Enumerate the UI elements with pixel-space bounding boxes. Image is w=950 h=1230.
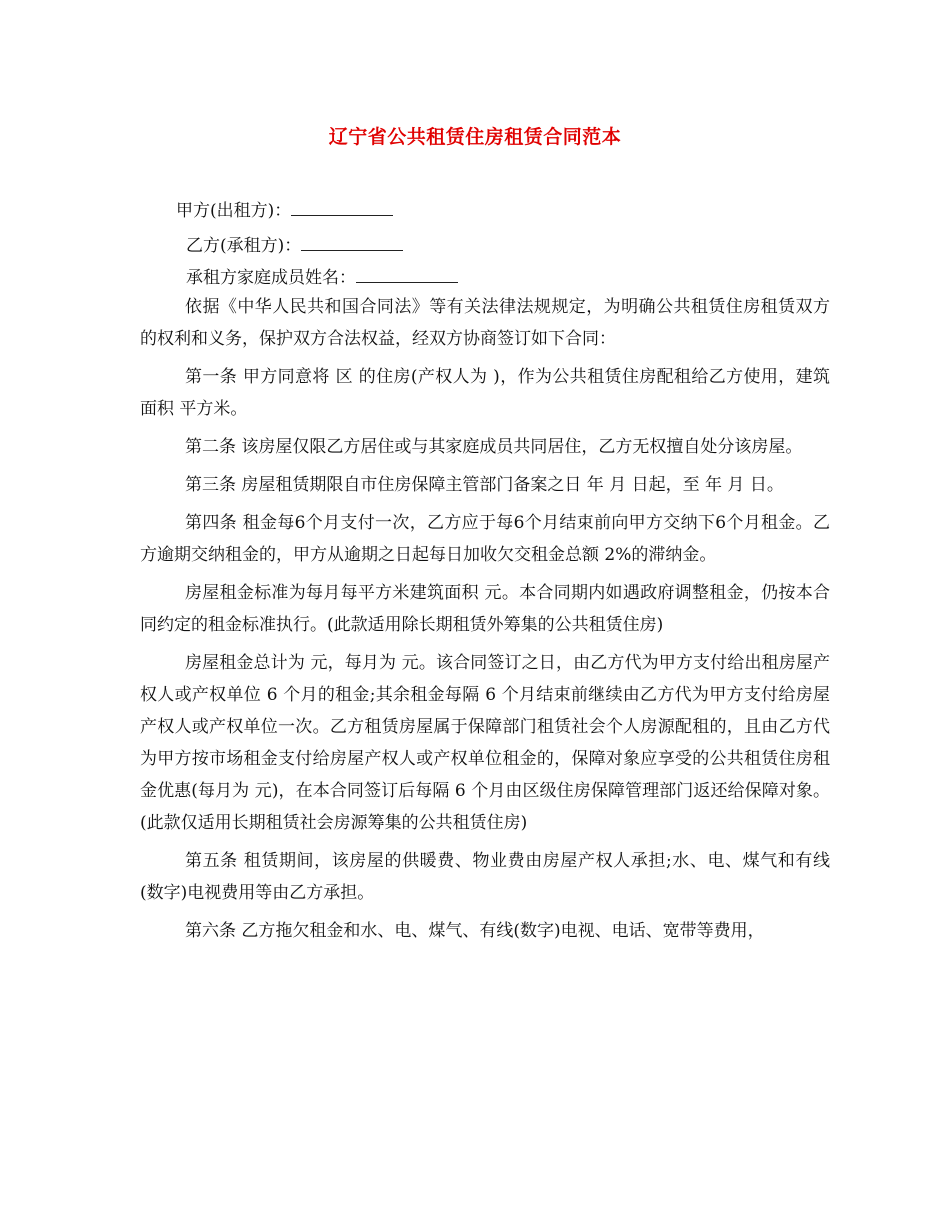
paragraph-article-3: 第三条 房屋租赁期限自市住房保障主管部门备案之日 年 月 日起，至 年 月 日。 xyxy=(185,475,784,495)
paragraph-article-1: 第一条 甲方同意将 区 的住房(产权人为 )，作为公共租赁住房配租给乙方使用，建筑面积 平方米。 xyxy=(140,367,830,419)
paragraph-rent-total: 房屋租金总计为 元，每月为 元。该合同签订之日，由乙方代为甲方支付给出租房屋产权人或产权单位 6 个月的租金;其余租金每隔 6 个月结束前继续由乙方代为甲方支付给房屋产权人或产权单位一次。乙方租赁房屋属于保障部门租赁社会个人房源配租的，且由乙方代为甲方按市场租金支付给房屋产权人或产权单位租金的，保障对象应享受的公共租赁住房租金优惠(每月为 元)，在本合同签订后每隔 6 个月由区级住房保障管理部门返还给保障对象。(此款仅适用长期租赁社会房源筹集的公共租赁住房) xyxy=(140,653,830,833)
family-members-label: 承租方家庭成员姓名： xyxy=(186,268,356,288)
paragraph-article-5: 第五条 租赁期间，该房屋的供暖费、物业费由房屋产权人承担;水、电、煤气和有线(数字)电视费用等由乙方承担。 xyxy=(140,851,830,903)
paragraph-article-6: 第六条 乙方拖欠租金和水、电、煤气、有线(数字)电视、电话、宽带等费用， xyxy=(185,921,765,941)
paragraph-preamble: 依据《中华人民共和国合同法》等有关法律法规规定，为明确公共租赁住房租赁双方的权利和义务，保护双方合法权益，经双方协商签订如下合同： xyxy=(140,297,830,349)
lessee-blank xyxy=(301,236,403,251)
lessee-field xyxy=(186,231,403,256)
paragraph-article-2: 第二条 该房屋仅限乙方居住或与其家庭成员共同居住，乙方无权擅自处分该房屋。 xyxy=(185,437,803,457)
lessor-blank xyxy=(291,201,393,216)
lessee-label: 乙方(承租方)： xyxy=(186,236,302,256)
family-members-field xyxy=(186,263,458,288)
lessor-field xyxy=(176,196,393,221)
document-title: 辽宁省公共租赁住房租赁合同范本 xyxy=(328,126,622,148)
family-members-blank xyxy=(356,268,458,283)
paragraph-article-4: 第四条 租金每6个月支付一次，乙方应于每6个月结束前向甲方交纳下6个月租金。乙方逾期交纳租金的，甲方从逾期之日起每日加收欠交租金总额 2%的滞纳金。 xyxy=(140,513,830,565)
contract-body xyxy=(140,291,830,947)
paragraph-rent-standard: 房屋租金标准为每月每平方米建筑面积 元。本合同期内如遇政府调整租金，仍按本合同约定的租金标准执行。(此款适用除长期租赁外筹集的公共租赁住房) xyxy=(140,583,830,635)
lessor-label: 甲方(出租方)： xyxy=(176,201,292,221)
